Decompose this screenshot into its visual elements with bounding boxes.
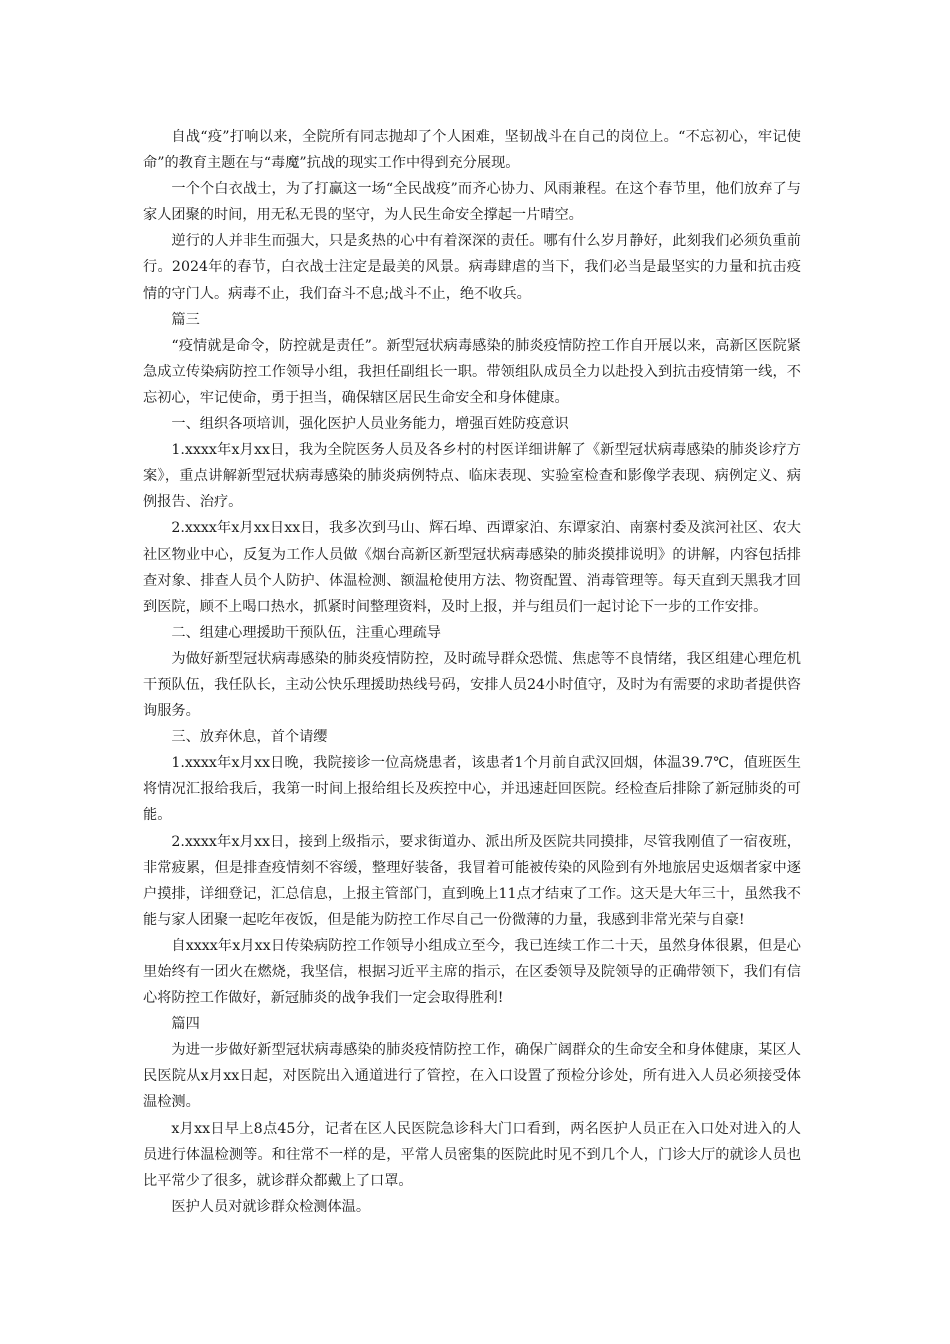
paragraph-hospital-checkpoint: 为进一步做好新型冠状病毒感染的肺炎疫情防控工作，确保广阔群众的生命安全和身体健康，某区人民医院从x月xx日起，对医院出入通道进行了管控，在入口设置了预检分诊处，所有进入人员必须接受体温检测。 bbox=[143, 1042, 801, 1111]
paragraph-twenty-days: 自xxxx年x月xx日传染病防控工作领导小组成立至今，我已连续工作二十天，虽然身体很累，但是心里始终有一团火在燃烧，我坚信，根据习近平主席的指示，在区委领导及院领导的正确带领下，我们有信心将防控工作做好，新冠肺炎的战争我们一定会取得胜利! bbox=[143, 937, 801, 1007]
paragraph-subheading-rest: 三、放弃休息，首个请缨 bbox=[171, 729, 328, 746]
paragraph-rest-item-1: 1.xxxx年x月xx日晚，我院接诊一位高烧患者，该患者1个月前自武汉回烟，体温39.7℃，值班医生将情况汇报给我后，我第一时间上报给组长及疾控中心，并迅速赶回医院。经检查后排除了新冠肺炎的可能。 bbox=[143, 755, 801, 824]
paragraph-epidemic-is-order: “疫情就是命令，防控就是责任”。新型冠状病毒感染的肺炎疫情防控工作自开展以来，高新区医院紧急成立传染病防控工作领导小组，我担任副组长一职。带领组队成员全力以赴投入到抗击疫情第一线，不忘初心，牢记使命，勇于担当，确保辖区居民生命安全和身体健康。 bbox=[143, 337, 801, 406]
paragraph-subheading-training: 一、组织各项培训，强化医护人员业务能力，增强百姓防疫意识 bbox=[171, 416, 569, 433]
paragraph-training-item-2: 2.xxxx年x月xx日xx日，我多次到马山、辉石埠、西谭家泊、东谭家泊、南寨村委及滨河社区、农大社区物业中心，反复为工作人员做《烟台高新区新型冠状病毒感染的肺炎摸排说明》的讲解，内容包括排查对象、排查人员个人防护、体温检测、额温枪使用方法、物资配置、消毒管理等。每天直到天黑我才回到医院，顾不上喝口热水，抓紧时间整理资料，及时上报，并与组员们一起讨论下一步的工作安排。 bbox=[143, 520, 801, 615]
document-body bbox=[143, 124, 801, 1220]
paragraph-white-coat-warriors: 一个个白衣战士，为了打赢这一场“全民战疫”而齐心协力、风雨兼程。在这个春节里，他们放弃了与家人团聚的时间，用无私无畏的坚守，为人民生命安全撑起一片晴空。 bbox=[143, 181, 801, 224]
paragraph-training-item-1: 1.xxxx年x月xx日，我为全院医务人员及各乡村的村医详细讲解了《新型冠状病毒感染的肺炎诊疗方案》，重点讲解新型冠状病毒感染的肺炎病例特点、临床表现、实验室检查和影像学表现、病例定义、病例报告、治疗。 bbox=[143, 442, 801, 511]
paragraph-rest-item-2: 2.xxxx年x月xx日，接到上级指示，要求街道办、派出所及医院共同摸排，尽管我刚值了一宿夜班，非常疲累，但是排查疫情刻不容缓，整理好装备，我冒着可能被传染的风险到有外地旅居史返烟者家中逐户摸排，详细登记，汇总信息，上报主管部门，直到晚上11点才结束了工作。这天是大年三十，虽然我不能与家人团聚一起吃年夜饭，但是能为防控工作尽自己一份微薄的力量，我感到非常光荣与自豪! bbox=[143, 833, 801, 928]
section-heading-part-four: 篇四 bbox=[171, 1016, 200, 1033]
paragraph-subheading-psych: 二、组建心理援助干预队伍，注重心理疏导 bbox=[171, 624, 441, 641]
section-heading-part-three: 篇三 bbox=[171, 311, 200, 328]
paragraph-temperature-check: 医护人员对就诊群众检测体温。 bbox=[171, 1198, 371, 1215]
paragraph-anti-epidemic-intro: 自战“疫”打响以来，全院所有同志抛却了个人困难，坚韧战斗在自己的岗位上。“不忘初心，牢记使命”的教育主题在与“毒魔”抗战的现实工作中得到充分展现。 bbox=[143, 129, 801, 172]
paragraph-psych-team: 为做好新型冠状病毒感染的肺炎疫情防控，及时疏导群众恐慌、焦虑等不良情绪，我区组建心理危机干预队伍，我任队长，主动公快乐理援助热线号码，安排人员24小时值守，及时为有需要的求助者提供咨询服务。 bbox=[143, 650, 801, 720]
paragraph-retrograde-people: 逆行的人并非生而强大，只是炙热的心中有着深深的责任。哪有什么岁月静好，此刻我们必须负重前行。2024年的春节，白衣战士注定是最美的风景。病毒肆虐的当下，我们必当是最坚实的力量和抗击疫情的守门人。病毒不止，我们奋斗不息;战斗不止，绝不收兵。 bbox=[143, 233, 801, 302]
paragraph-reporter-observation: x月xx日早上8点45分，记者在区人民医院急诊科大门口看到，两名医护人员正在入口处对进入的人员进行体温检测等。和往常不一样的是，平常人员密集的医院此时见不到几个人，门诊大厅的就诊人员也比平常少了很多，就诊群众都戴上了口罩。 bbox=[143, 1120, 801, 1189]
